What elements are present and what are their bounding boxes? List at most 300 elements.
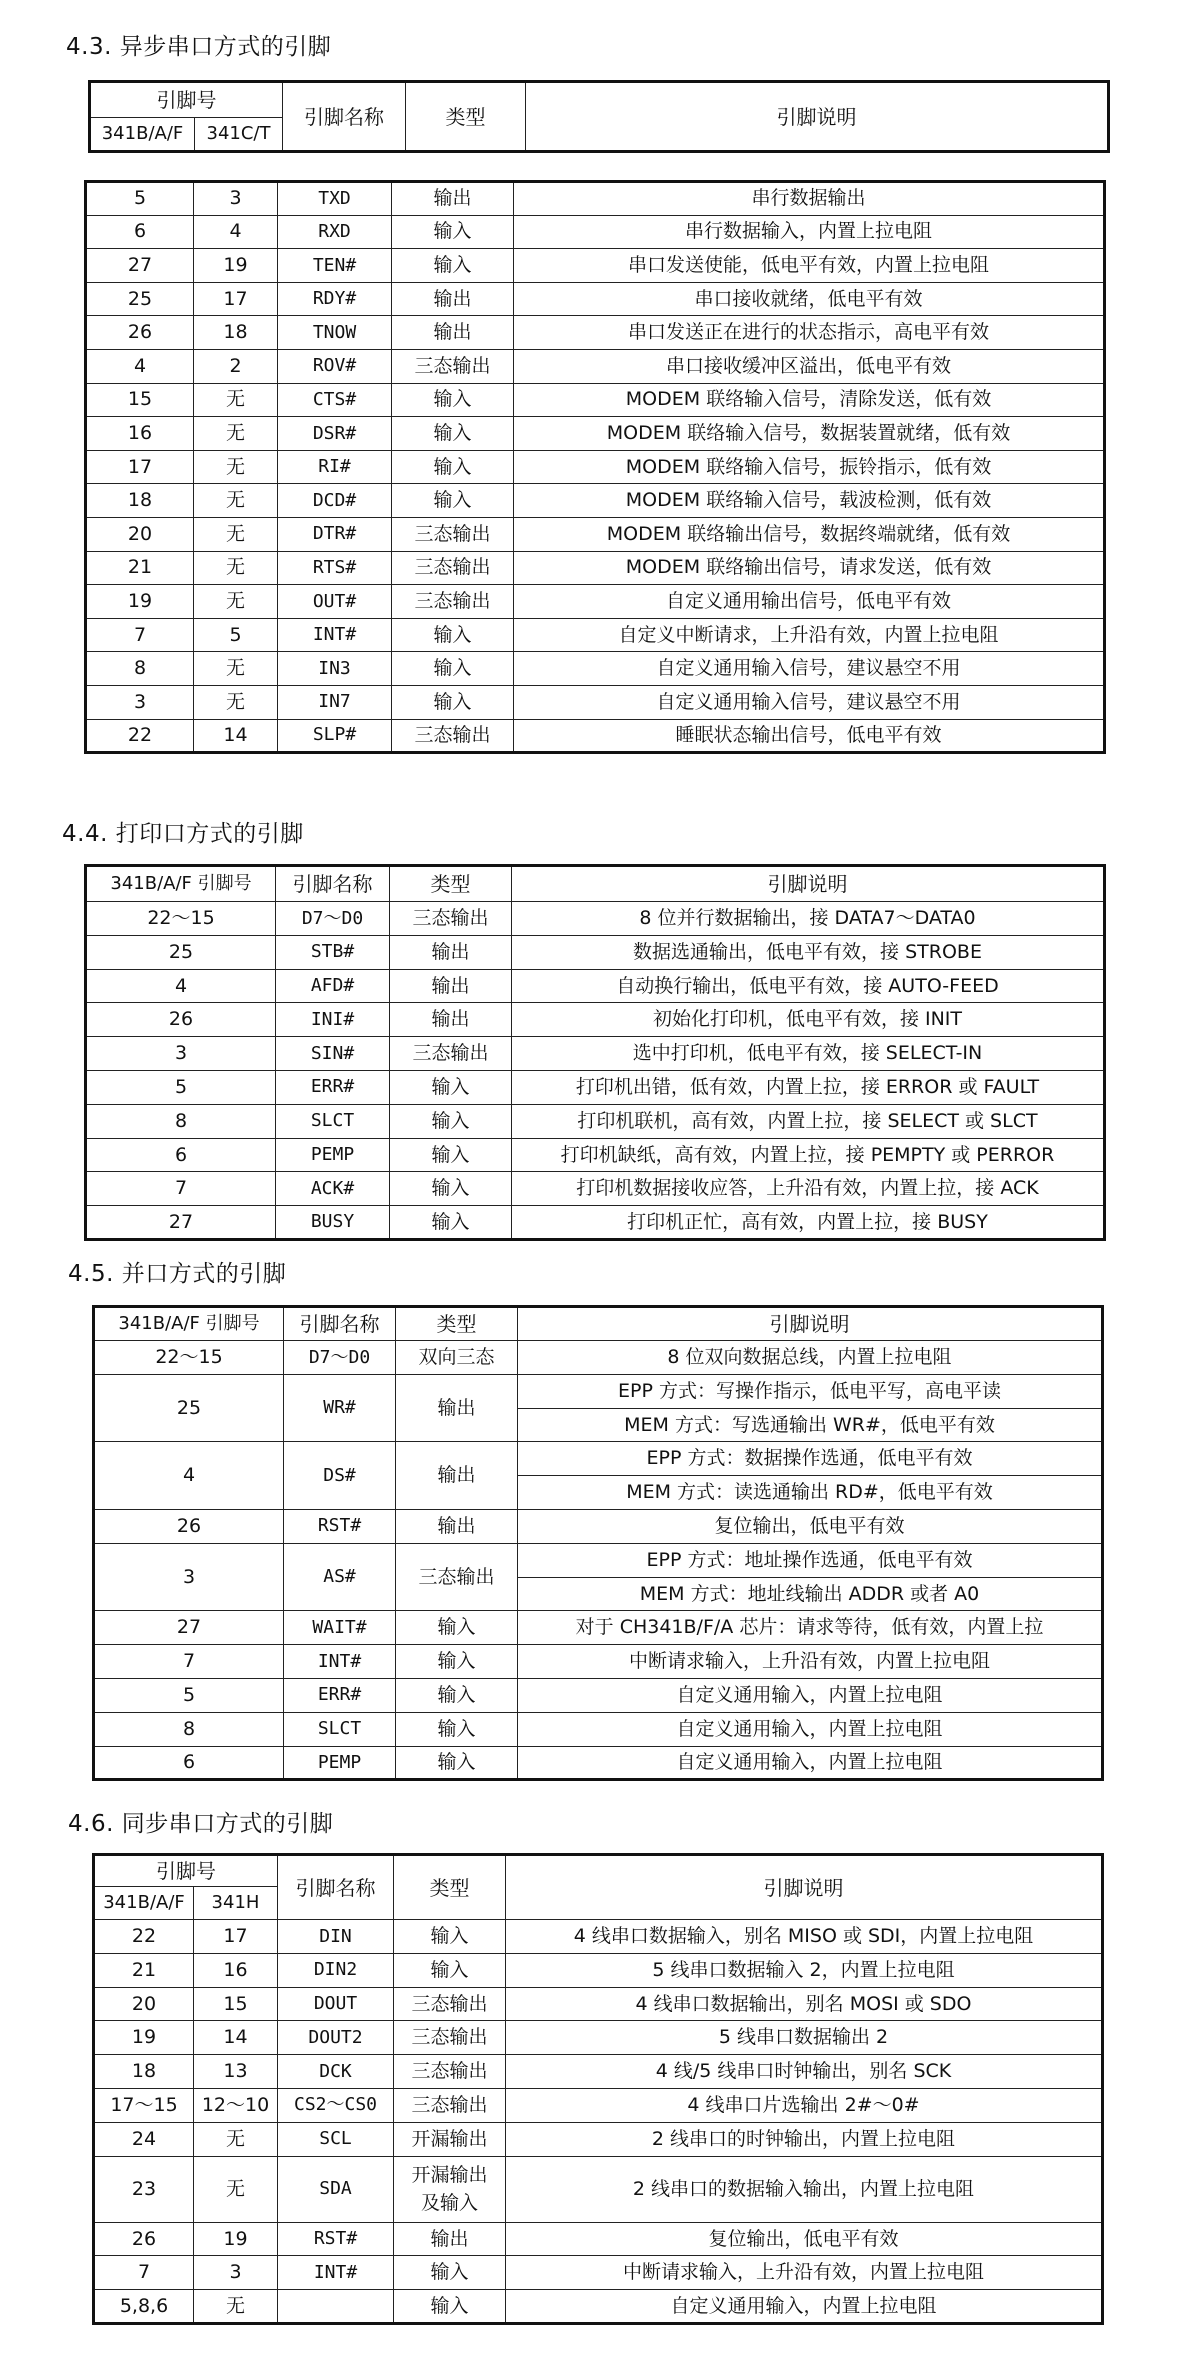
pin-description-cell: 复位输出，低电平有效 [506,2222,1103,2256]
pin-name-cell: RXD [278,215,392,249]
table-row [86,417,1105,451]
table-row [86,652,1105,686]
pin-341baf-cell: 16 [86,417,194,451]
pin-type-cell: 输入 [390,1070,512,1104]
pin-name-cell: DSR# [278,417,392,451]
pin-description-cell: 对于 CH341B/F/A 芯片：请求等待，低有效，内置上拉 [518,1611,1103,1645]
table-row [86,484,1105,518]
pin-description-cell: MEM 方式：读选通输出 RD#，低电平有效 [518,1476,1103,1510]
table-row [86,685,1105,719]
async-serial-pin-table [84,180,1106,754]
table-row [94,2256,1103,2290]
pin-type-cell [394,2156,506,2222]
pin-description-cell: 自定义通用输入，内置上拉电阻 [518,1746,1103,1780]
parallel-port-pin-table [92,1305,1104,1781]
table-row [94,1746,1103,1780]
pin-description-cell: 串口发送使能，低电平有效，内置上拉电阻 [514,249,1105,283]
pin-341ct-cell: 无 [194,484,278,518]
pin-name-cell: D7～D0 [284,1341,396,1375]
pin-type-cell: 输入 [392,450,514,484]
sync-serial-pin-table [92,1853,1104,2325]
pin-341h-cell: 无 [194,2122,278,2156]
table-row [86,450,1105,484]
pin-341baf-cell: 18 [86,484,194,518]
pin-type-cell: 三态输出 [394,2055,506,2089]
pin-description-cell: 4 线/5 线串口时钟输出，别名 SCK [506,2055,1103,2089]
pin-description-cell: MEM 方式：写选通输出 WR#，低电平有效 [518,1408,1103,1442]
pin-type-cell: 输入 [396,1611,518,1645]
header-pin-341ct: 341C/T [195,118,283,152]
pin-description-cell: MEM 方式：地址线输出 ADDR 或者 A0 [518,1577,1103,1611]
pin-name-cell: IN3 [278,652,392,686]
pin-341baf-cell: 21 [86,551,194,585]
pin-type-cell: 输入 [392,685,514,719]
header-type: 类型 [390,866,512,902]
pin-number-cell: 22～15 [94,1341,284,1375]
pin-description-cell: 自定义通用输入，内置上拉电阻 [506,2290,1103,2324]
pin-type-cell: 三态输出 [390,902,512,936]
pin-description-cell: 打印机正忙，高有效，内置上拉，接 BUSY [512,1206,1105,1240]
pin-name-cell: DS# [284,1442,396,1510]
pin-name-cell: TNOW [278,316,392,350]
pin-description-cell: 选中打印机，低电平有效，接 SELECT-IN [512,1037,1105,1071]
pin-type-cell: 输出 [392,316,514,350]
pin-type-cell: 三态输出 [394,2021,506,2055]
table-row [86,1070,1105,1104]
table-row [86,316,1105,350]
pin-name-cell: AFD# [276,969,390,1003]
pin-name-cell: CTS# [278,383,392,417]
pin-341ct-cell: 无 [194,450,278,484]
pin-type-cell: 输出 [394,2222,506,2256]
pin-number-cell: 26 [94,1509,284,1543]
pin-type-cell: 三态输出 [394,2088,506,2122]
pin-description-cell: 复位输出，低电平有效 [518,1509,1103,1543]
pin-number-cell: 22～15 [86,902,276,936]
pin-description-cell: 自定义通用输出信号，低电平有效 [514,585,1105,619]
pin-number-cell: 4 [94,1442,284,1510]
pin-type-cell: 输入 [396,1712,518,1746]
pin-341ct-cell: 3 [194,182,278,216]
pin-description-cell: 串行数据输出 [514,182,1105,216]
section-title-4-3: 4.3. 异步串口方式的引脚 [66,34,332,60]
pin-341baf-cell: 20 [86,517,194,551]
pin-341baf-cell: 5 [86,182,194,216]
table-row [86,618,1105,652]
pin-description-cell: 打印机缺纸，高有效，内置上拉，接 PEMPTY 或 PERROR [512,1138,1105,1172]
pin-type-cell: 输出 [390,1003,512,1037]
pin-type-cell: 输出 [396,1442,518,1510]
pin-type-cell: 三态输出 [392,551,514,585]
pin-341baf-cell: 27 [86,249,194,283]
pin-341ct-cell: 18 [194,316,278,350]
pin-description-cell: 打印机出错，低有效，内置上拉，接 ERROR 或 FAULT [512,1070,1105,1104]
header-pin-name: 引脚名称 [276,866,390,902]
pin-type-cell: 输入 [392,484,514,518]
pin-name-cell: STB# [276,935,390,969]
header-description: 引脚说明 [518,1307,1103,1341]
pin-description-cell: 睡眠状态输出信号，低电平有效 [514,719,1105,753]
header-pin-name: 引脚名称 [278,1855,394,1920]
pin-description-cell: MODEM 联络输入信号，振铃指示，低有效 [514,450,1105,484]
pin-type-cell: 输出 [390,935,512,969]
header-description: 引脚说明 [512,866,1105,902]
pin-type-cell: 输入 [396,1746,518,1780]
pin-341baf-cell: 20 [94,1987,194,2021]
pin-name-cell: TXD [278,182,392,216]
table-row [86,935,1105,969]
pin-number-cell: 5 [86,1070,276,1104]
pin-name-cell: INT# [284,1645,396,1679]
pin-341ct-cell: 无 [194,383,278,417]
pin-description-cell: MODEM 联络输入信号，载波检测，低有效 [514,484,1105,518]
pin-description-cell: EPP 方式：写操作指示，低电平写，高电平读 [518,1374,1103,1408]
pin-name-cell: SLCT [284,1712,396,1746]
pin-type-cell: 输入 [392,249,514,283]
pin-341baf-cell: 3 [86,685,194,719]
pin-number-cell: 25 [86,935,276,969]
pin-name-cell: DIN2 [278,1953,394,1987]
table-row [86,719,1105,753]
pin-name-cell: DCK [278,2055,394,2089]
table-row [86,585,1105,619]
table-row [94,2021,1103,2055]
table-row [94,1678,1103,1712]
pin-description-cell: 5 线串口数据输出 2 [506,2021,1103,2055]
pin-number-cell: 27 [86,1206,276,1240]
pin-number-cell: 25 [94,1374,284,1442]
pin-341baf-cell: 17～15 [94,2088,194,2122]
pin-description-cell: MODEM 联络输入信号，清除发送，低有效 [514,383,1105,417]
header-type: 类型 [396,1307,518,1341]
table-row [86,902,1105,936]
pin-type-cell: 三态输出 [392,719,514,753]
pin-341h-cell: 12～10 [194,2088,278,2122]
pin-type-cell: 三态输出 [394,1987,506,2021]
header-description: 引脚说明 [526,82,1109,152]
pin-name-cell: SDA [278,2156,394,2222]
pin-341baf-cell: 19 [94,2021,194,2055]
pin-type-cell: 三态输出 [396,1543,518,1611]
pin-name-cell: D7～D0 [276,902,390,936]
pin-type-cell: 输入 [394,1953,506,1987]
pin-type-cell: 输入 [392,618,514,652]
pin-type-cell: 三态输出 [392,517,514,551]
pin-341baf-cell: 26 [94,2222,194,2256]
pin-name-cell: SIN# [276,1037,390,1071]
table-row [94,2222,1103,2256]
pin-name-cell: AS# [284,1543,396,1611]
pin-341baf-cell: 21 [94,1953,194,1987]
pin-description-cell: 串口发送正在进行的状态指示，高电平有效 [514,316,1105,350]
table-row [94,2290,1103,2324]
table-row [94,1645,1103,1679]
pin-341baf-cell: 17 [86,450,194,484]
table-row [86,1138,1105,1172]
pin-type-cell: 输入 [396,1645,518,1679]
pin-type-cell: 输出 [396,1509,518,1543]
pin-name-cell: PEMP [276,1138,390,1172]
pin-type-cell: 三态输出 [392,585,514,619]
pin-341h-cell: 17 [194,1920,278,1954]
pin-description-cell: 8 位双向数据总线，内置上拉电阻 [518,1341,1103,1375]
table-row [86,1172,1105,1206]
pin-description-cell: 4 线串口数据输出，别名 MOSI 或 SDO [506,1987,1103,2021]
table-row [86,969,1105,1003]
table-row [94,1543,1103,1577]
pin-number-cell: 3 [86,1037,276,1071]
pin-type-line: 开漏输出 [411,2163,488,2186]
pin-description-cell: 串口接收就绪，低电平有效 [514,282,1105,316]
pin-341ct-cell: 14 [194,719,278,753]
table-row [86,551,1105,585]
pin-description-cell: 初始化打印机，低电平有效，接 INIT [512,1003,1105,1037]
pin-name-cell: ERR# [284,1678,396,1712]
pin-name-cell: DTR# [278,517,392,551]
pin-name-cell: PEMP [284,1746,396,1780]
table-row [86,182,1105,216]
pin-name-cell: ACK# [276,1172,390,1206]
pin-type-cell: 输入 [394,2290,506,2324]
table-row [86,1037,1105,1071]
pin-name-cell: CS2～CS0 [278,2088,394,2122]
table-row [94,2055,1103,2089]
pin-341ct-cell: 无 [194,685,278,719]
pin-number-cell: 26 [86,1003,276,1037]
pin-name-cell: RDY# [278,282,392,316]
pin-type-cell: 输入 [392,417,514,451]
pin-341ct-cell: 5 [194,618,278,652]
pin-description-cell: 串行数据输入，内置上拉电阻 [514,215,1105,249]
pin-type-cell: 输入 [396,1678,518,1712]
table-row [94,1442,1103,1476]
pin-341ct-cell: 无 [194,517,278,551]
pin-type-cell: 三态输出 [392,349,514,383]
header-pin-341baf: 341B/A/F [90,118,195,152]
header-pin-name: 引脚名称 [284,1307,396,1341]
pin-name-cell: IN7 [278,685,392,719]
pin-description-cell: 串口接收缓冲区溢出，低电平有效 [514,349,1105,383]
table-row [94,1953,1103,1987]
pin-type-cell: 输入 [390,1138,512,1172]
pin-number-cell: 3 [94,1543,284,1611]
pin-description-cell: 4 线串口片选输出 2#～0# [506,2088,1103,2122]
printer-port-pin-table [84,864,1106,1241]
pin-name-cell: SLP# [278,719,392,753]
pin-341h-cell: 19 [194,2222,278,2256]
table-row [86,383,1105,417]
pin-341h-cell: 13 [194,2055,278,2089]
header-type: 类型 [406,82,526,152]
table-row [86,349,1105,383]
pin-type-cell: 输出 [396,1374,518,1442]
pin-name-cell: ERR# [276,1070,390,1104]
pin-341baf-cell: 6 [86,215,194,249]
pin-name-cell: WAIT# [284,1611,396,1645]
header-pin-name: 引脚名称 [283,82,406,152]
pin-341h-cell: 无 [194,2290,278,2324]
pin-name-cell: RI# [278,450,392,484]
pin-name-cell: SCL [278,2122,394,2156]
pin-name-cell: RST# [278,2222,394,2256]
pin-name-cell: TEN# [278,249,392,283]
pin-341baf-cell: 25 [86,282,194,316]
pin-description-cell: 5 线串口数据输入 2，内置上拉电阻 [506,1953,1103,1987]
pin-description-cell: 2 线串口的数据输入输出，内置上拉电阻 [506,2156,1103,2222]
pin-description-cell: 打印机数据接收应答，上升沿有效，内置上拉，接 ACK [512,1172,1105,1206]
pin-name-cell: INT# [278,618,392,652]
pin-341ct-cell: 无 [194,652,278,686]
table-row [94,1341,1103,1375]
pin-name-cell: WR# [284,1374,396,1442]
pin-341baf-cell: 18 [94,2055,194,2089]
header-pin-number: 341B/A/F 引脚号 [94,1307,284,1341]
pin-description-cell: 自定义通用输入，内置上拉电阻 [518,1712,1103,1746]
pin-name-cell: DCD# [278,484,392,518]
pin-type-cell: 输入 [394,1920,506,1954]
pin-type-line: 及输入 [420,2192,478,2215]
pin-341baf-cell: 5,8,6 [94,2290,194,2324]
pin-number-cell: 27 [94,1611,284,1645]
pin-description-cell: 自动换行输出，低电平有效，接 AUTO-FEED [512,969,1105,1003]
pin-type-cell: 输入 [390,1172,512,1206]
table-row [94,1611,1103,1645]
pin-341h-cell: 15 [194,1987,278,2021]
pin-341h-cell: 无 [194,2156,278,2222]
pin-341baf-cell: 15 [86,383,194,417]
section-title-4-4: 4.4. 打印口方式的引脚 [62,821,304,847]
pin-type-cell: 输入 [392,383,514,417]
pin-341baf-cell: 7 [94,2256,194,2290]
pin-341ct-cell: 无 [194,585,278,619]
pin-name-cell: SLCT [276,1104,390,1138]
table-row [94,1374,1103,1408]
header-pin-341baf: 341B/A/F [94,1887,194,1920]
pin-description-cell: 中断请求输入，上升沿有效，内置上拉电阻 [506,2256,1103,2290]
pin-name-cell: OUT# [278,585,392,619]
pin-description-cell: 数据选通输出，低电平有效，接 STROBE [512,935,1105,969]
pin-341baf-cell: 8 [86,652,194,686]
pin-number-cell: 4 [86,969,276,1003]
pin-name-cell: DOUT [278,1987,394,2021]
section-title-4-5: 4.5. 并口方式的引脚 [68,1261,287,1287]
pin-type-cell: 输出 [392,182,514,216]
header-pin-number: 引脚号 [90,82,283,118]
pin-type-cell: 输入 [392,652,514,686]
pin-description-cell: MODEM 联络输出信号，请求发送，低有效 [514,551,1105,585]
pin-type-cell: 输出 [390,969,512,1003]
pin-341ct-cell: 2 [194,349,278,383]
pin-description-cell: 8 位并行数据输出，接 DATA7～DATA0 [512,902,1105,936]
pin-341baf-cell: 23 [94,2156,194,2222]
pin-description-cell: 自定义通用输入信号，建议悬空不用 [514,652,1105,686]
table-row [94,2156,1103,2222]
pin-description-cell: 自定义通用输入，内置上拉电阻 [518,1678,1103,1712]
pin-341h-cell: 14 [194,2021,278,2055]
pin-description-cell: 中断请求输入，上升沿有效，内置上拉电阻 [518,1645,1103,1679]
table-row [86,517,1105,551]
pin-description-cell: EPP 方式：数据操作选通，低电平有效 [518,1442,1103,1476]
pin-number-cell: 6 [86,1138,276,1172]
pin-number-cell: 5 [94,1678,284,1712]
pin-341baf-cell: 24 [94,2122,194,2156]
pin-341baf-cell: 26 [86,316,194,350]
pin-name-cell: RTS# [278,551,392,585]
pin-type-cell: 输入 [394,2256,506,2290]
pin-name-cell: RST# [284,1509,396,1543]
pin-type-cell: 输入 [390,1104,512,1138]
header-description: 引脚说明 [506,1855,1103,1920]
pin-341ct-cell: 无 [194,417,278,451]
pin-number-cell: 6 [94,1746,284,1780]
pin-341baf-cell: 19 [86,585,194,619]
async-serial-header-table [88,80,1110,153]
pin-341ct-cell: 17 [194,282,278,316]
pin-type-cell: 开漏输出 [394,2122,506,2156]
pin-number-cell: 7 [86,1172,276,1206]
pin-description-cell: MODEM 联络输出信号，数据终端就绪，低有效 [514,517,1105,551]
pin-type-cell: 输入 [390,1206,512,1240]
table-row [86,215,1105,249]
table-row [94,1987,1103,2021]
pin-341baf-cell: 22 [94,1920,194,1954]
pin-type-cell: 双向三态 [396,1341,518,1375]
pin-name-cell [278,2290,394,2324]
pin-name-cell: DIN [278,1920,394,1954]
pin-description-cell: 2 线串口的时钟输出，内置上拉电阻 [506,2122,1103,2156]
pin-name-cell: INT# [278,2256,394,2290]
pin-type-cell: 输入 [392,215,514,249]
pin-341ct-cell: 19 [194,249,278,283]
pin-description-cell: 打印机联机，高有效，内置上拉，接 SELECT 或 SLCT [512,1104,1105,1138]
pin-description-cell: 自定义通用输入信号，建议悬空不用 [514,685,1105,719]
table-row [94,2122,1103,2156]
table-row [86,249,1105,283]
pin-341baf-cell: 7 [86,618,194,652]
table-row [94,1920,1103,1954]
pin-name-cell: DOUT2 [278,2021,394,2055]
pin-type-cell: 输出 [392,282,514,316]
table-row [94,1509,1103,1543]
table-row [94,2088,1103,2122]
table-row [86,1206,1105,1240]
pin-description-cell: 4 线串口数据输入，别名 MISO 或 SDI，内置上拉电阻 [506,1920,1103,1954]
pin-number-cell: 8 [86,1104,276,1138]
pin-description-cell: EPP 方式：地址操作选通，低电平有效 [518,1543,1103,1577]
table-row [94,1712,1103,1746]
pin-description-cell: 自定义中断请求，上升沿有效，内置上拉电阻 [514,618,1105,652]
pin-341baf-cell: 22 [86,719,194,753]
table-row [86,282,1105,316]
pin-341ct-cell: 4 [194,215,278,249]
header-pin-number: 341B/A/F 引脚号 [86,866,276,902]
pin-name-cell: ROV# [278,349,392,383]
table-row [86,1104,1105,1138]
pin-type-cell: 三态输出 [390,1037,512,1071]
pin-341baf-cell: 4 [86,349,194,383]
pin-341ct-cell: 无 [194,551,278,585]
table-row [86,1003,1105,1037]
header-pin-341h: 341H [194,1887,278,1920]
pin-341h-cell: 16 [194,1953,278,1987]
pin-number-cell: 7 [94,1645,284,1679]
pin-name-cell: INI# [276,1003,390,1037]
pin-name-cell: BUSY [276,1206,390,1240]
pin-number-cell: 8 [94,1712,284,1746]
pin-341h-cell: 3 [194,2256,278,2290]
pin-description-cell: MODEM 联络输入信号，数据装置就绪，低有效 [514,417,1105,451]
section-title-4-6: 4.6. 同步串口方式的引脚 [68,1811,334,1837]
